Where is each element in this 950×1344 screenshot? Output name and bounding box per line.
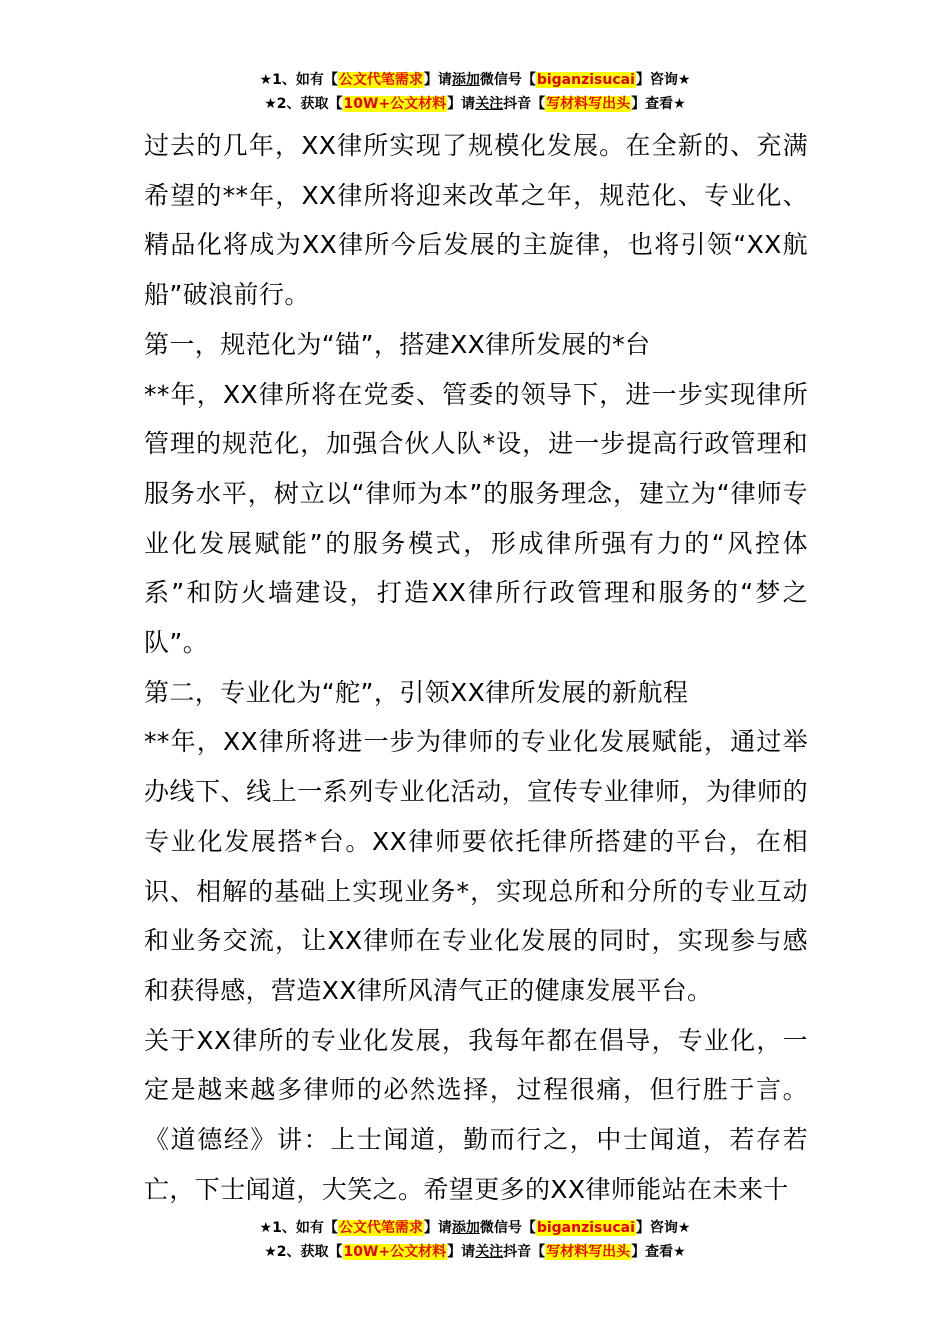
promo-line-1-middle-2: 微信号【	[479, 72, 536, 88]
promo-line-2-prefix: ★2、获取【	[264, 1244, 343, 1260]
promo-highlight-douyin-account: 写材料写出头	[546, 96, 631, 112]
promo-emphasis-add: 添加	[451, 1220, 480, 1236]
promo-emphasis-follow: 关注	[475, 96, 504, 112]
promo-line-2	[0, 1240, 950, 1264]
promo-line-1	[0, 1216, 950, 1240]
promo-highlight-materials: 10W+公文材料	[343, 1244, 447, 1260]
promo-line-2-middle-2: 抖音【	[503, 96, 546, 112]
promo-line-2-suffix: 】查看★	[631, 96, 686, 112]
promo-highlight-writing-service: 公文代笔需求	[338, 72, 423, 88]
promo-highlight-writing-service: 公文代笔需求	[338, 1220, 423, 1236]
promo-banner-bottom	[0, 1216, 950, 1264]
promo-line-2-suffix: 】查看★	[631, 1244, 686, 1260]
promo-line-2-middle: 】请	[447, 96, 476, 112]
paragraph-intro: 过去的几年，XX律所实现了规模化发展。在全新的、充满希望的**年，XX律所将迎来改革之年，规范化、专业化、精品化将成为XX律所今后发展的主旋律，也将引领“XX航船”破浪前行。	[144, 131, 808, 310]
promo-line-2-middle: 】请	[447, 1244, 476, 1260]
document-body	[144, 121, 808, 1214]
paragraph-daodejing: 关于XX律所的专业化发展，我每年都在倡导，专业化，一定是越来越多律师的必然选择，过程很痛，但行胜于言。《道德经》讲：上士闻道，勤而行之，中士闻道，若存若亡，下士闻道，大笑之。希望更多的XX律师能站在未来十	[144, 1025, 808, 1204]
promo-line-1-middle: 】请	[423, 1220, 452, 1236]
promo-line-2-prefix: ★2、获取【	[264, 96, 343, 112]
section-heading-standardization: 第一，规范化为“锚”，搭建XX律所发展的*台	[144, 329, 651, 359]
promo-highlight-materials: 10W+公文材料	[343, 96, 447, 112]
promo-highlight-wechat-id: biganzisucai	[536, 72, 635, 88]
promo-highlight-wechat-id: biganzisucai	[536, 1220, 635, 1236]
paragraph-standardization: **年，XX律所将在党委、管委的领导下，进一步实现律所管理的规范化，加强合伙人队*设，进一步提高行政管理和服务水平，树立以“律师为本”的服务理念，建立为“律师专业化发展赋能”的服务模式，形成律所强有力的“风控体系”和防火墙建设，打造XX律所行政管理和服务的“梦之队”。	[144, 379, 808, 658]
promo-line-1-middle: 】请	[423, 72, 452, 88]
paragraph-specialization: **年，XX律所将进一步为律师的专业化发展赋能，通过举办线下、线上一系列专业化活动，宣传专业律师，为律师的专业化发展搭*台。XX律师要依托律所搭建的平台，在相识、相解的基础上实现业务*，实现总所和分所的专业互动和业务交流，让XX律师在专业化发展的同时，实现参与感和获得感，营造XX律所风清气正的健康发展平台。	[144, 727, 808, 1005]
section-heading-specialization: 第二，专业化为“舵”，引领XX律所发展的新航程	[144, 677, 689, 707]
promo-line-2	[0, 92, 950, 116]
promo-emphasis-follow: 关注	[475, 1244, 504, 1260]
promo-line-1-prefix: ★1、如有【	[259, 1220, 338, 1236]
promo-line-1-suffix: 】咨询★	[635, 1220, 691, 1236]
promo-line-2-middle-2: 抖音【	[503, 1244, 546, 1260]
promo-highlight-douyin-account: 写材料写出头	[546, 1244, 631, 1260]
promo-line-1-middle-2: 微信号【	[479, 1220, 536, 1236]
promo-line-1-prefix: ★1、如有【	[259, 72, 338, 88]
promo-banner-top	[0, 68, 950, 116]
promo-line-1-suffix: 】咨询★	[635, 72, 691, 88]
promo-line-1	[0, 68, 950, 92]
promo-emphasis-add: 添加	[451, 72, 480, 88]
